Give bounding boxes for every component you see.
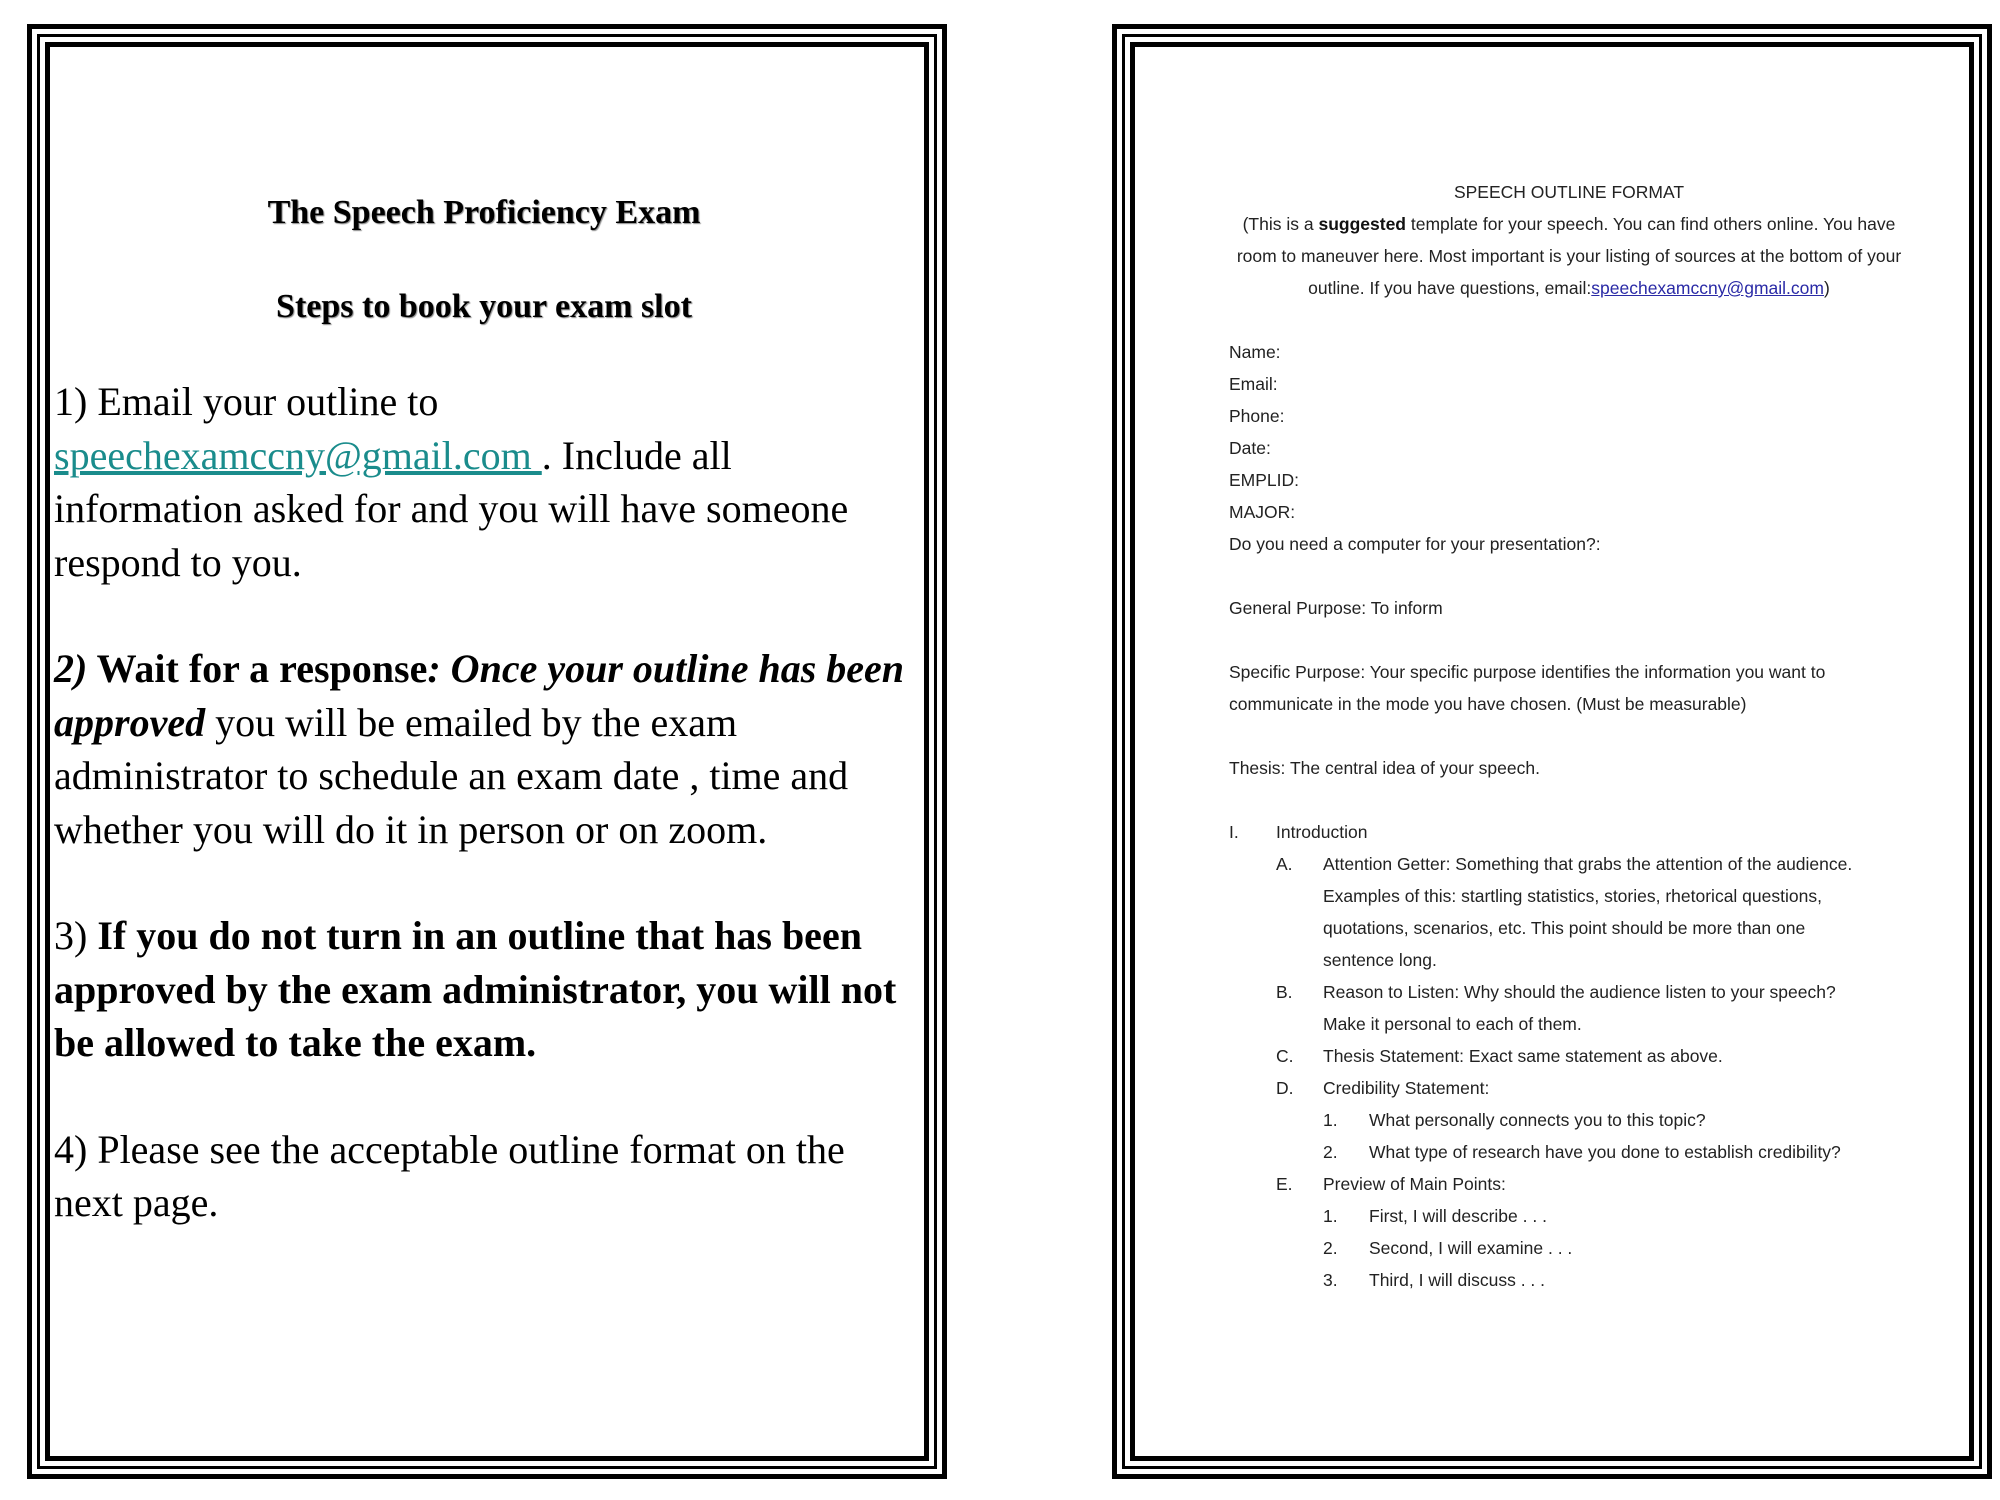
outline-item-text: Reason to Listen: Why should the audience listen to your speech? Make it personal to each of them. [1323,982,1836,1034]
thesis: Thesis: The central idea of your speech. [1229,758,1540,778]
step-2-bold-italic: : Once your outline has been approved [54,646,905,745]
outline-subitem-text: What type of research have you done to establish credibility? [1369,1142,1841,1162]
outline-heading: SPEECH OUTLINE FORMAT [1453,182,1685,202]
step-3-number: 3) [54,913,98,958]
credibility-sub-2 [1229,1136,1909,1168]
outline-item-text: Preview of Main Points: [1323,1174,1506,1194]
step-3-warning: If you do not turn in an outline that has been approved by the exam administrator, you will not be allowed to take the exam. [54,913,897,1065]
page-title: The Speech Proficiency Exam [267,194,701,231]
outline-number: 1. [1323,1206,1338,1226]
outline-number: 1. [1323,1110,1338,1130]
specific-purpose: Specific Purpose: Your specific purpose identifies the information you want to communicate in the mode you have chosen. (Must be measurable) [1229,662,1826,714]
info-fields [1229,336,1909,560]
outline-item-a [1229,848,1909,976]
outline-item-text: Credibility Statement: [1323,1078,1490,1098]
outline-subitem-text: First, I will describe . . . [1369,1206,1547,1226]
step-3 [54,909,914,1070]
outline-letter: D. [1276,1078,1294,1098]
general-purpose: General Purpose: To inform [1229,598,1443,618]
field-emplid: EMPLID: [1229,470,1300,490]
outline-section-introduction [1229,816,1909,848]
intro-text: template for your speech. You can find others online. You have room to maneuver here. Most important is your listing of sources at the bottom of your outline. If you have questions, email: [1236,214,1902,298]
step-2-bold: Wait for a response [87,646,428,691]
intro-emphasis: suggested [1318,214,1406,234]
field-email: Email: [1229,374,1278,394]
outline-item-text: Thesis Statement: Exact same statement as above. [1323,1046,1723,1066]
credibility-sub-1 [1229,1104,1909,1136]
intro-text: (This is a [1242,214,1319,234]
field-date: Date: [1229,438,1271,458]
outline-letter: E. [1276,1174,1293,1194]
left-page [27,24,947,1479]
outline-item-d [1229,1072,1909,1104]
field-computer: Do you need a computer for your presentation?: [1229,534,1601,554]
intro-close: ) [1823,278,1830,298]
field-major: MAJOR: [1229,502,1296,522]
outline-template [1229,176,1909,1296]
outline-subitem-text: Second, I will examine . . . [1369,1238,1573,1258]
outline-number: 2. [1323,1238,1338,1258]
outline-letter: C. [1276,1046,1294,1066]
field-phone: Phone: [1229,406,1285,426]
step-2 [54,642,914,856]
preview-sub-2 [1229,1232,1909,1264]
outline-section-label: Introduction [1276,822,1368,842]
preview-sub-3 [1229,1264,1909,1296]
outline-subitem-text: Third, I will discuss . . . [1369,1270,1546,1290]
page-subtitle: Steps to book your exam slot [276,288,692,325]
exam-steps-content [54,189,914,1230]
step-1-suffix: . Include all information asked for and you will have someone respond to you. [54,432,849,585]
field-name: Name: [1229,342,1281,362]
step-1 [54,375,914,589]
outline-item-e [1229,1168,1909,1200]
outline-letter: A. [1276,854,1293,874]
outline-item-c [1229,1040,1909,1072]
outline-subitem-text: What personally connects you to this topic? [1369,1110,1706,1130]
step-1-prefix: 1) Email your outline to [54,379,439,424]
outline-number: 2. [1323,1142,1338,1162]
outline-header [1229,176,1909,304]
email-link[interactable]: speechexamccny@gmail.com [1591,278,1824,298]
outline-intro [1229,208,1909,304]
right-page [1112,24,1992,1479]
outline-item-b [1229,976,1909,1040]
step-2-number: 2) [54,646,88,691]
outline-item-text: Attention Getter: Something that grabs the attention of the audience. Examples of this: startling statistics, stories, rhetorical questions, quotations, scenarios, etc. This point should be more than one sentence long. [1323,854,1853,970]
outline-letter: B. [1276,982,1293,1002]
email-link[interactable]: speechexamccny@gmail.com [54,432,542,478]
step-4: 4) Please see the acceptable outline format on the next page. [54,1126,845,1225]
preview-sub-1 [1229,1200,1909,1232]
step-2-rest: you will be emailed by the exam administrator to schedule an exam date , time and whether you will do it in person or on zoom. [54,699,849,852]
outline-numeral: I. [1229,822,1239,842]
outline-number: 3. [1323,1270,1338,1290]
